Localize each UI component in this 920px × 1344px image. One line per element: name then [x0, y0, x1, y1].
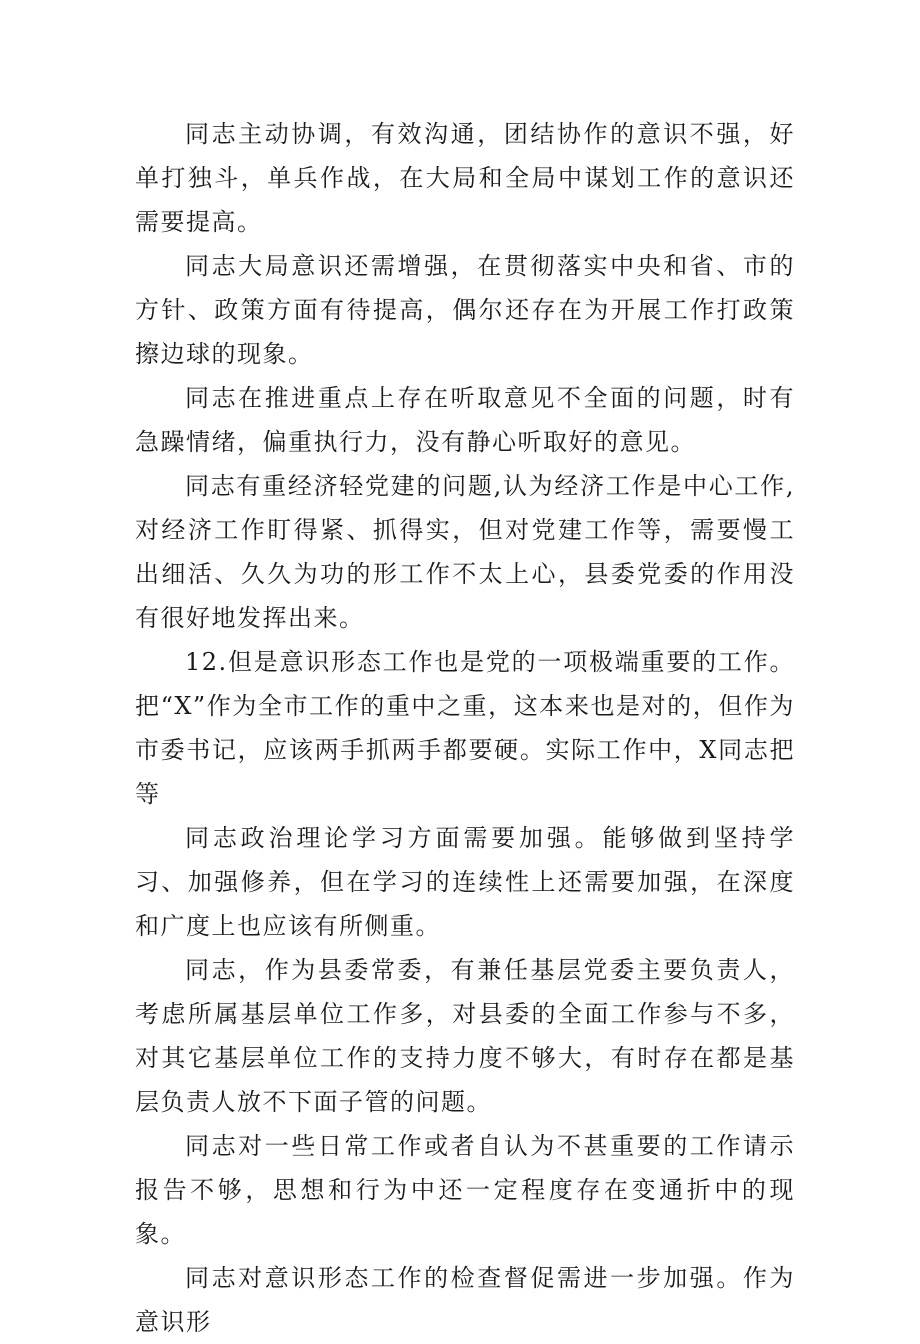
paragraph-3: 同志在推进重点上存在听取意见不全面的问题，时有急躁情绪，偏重执行力，没有静心听取好的意见。 [135, 384, 795, 456]
document-body [135, 112, 795, 1344]
paragraph-8: 同志对一些日常工作或者自认为不甚重要的工作请示报告不够，思想和行为中还一定程度存在变通折中的现象。 [135, 1132, 795, 1248]
paragraph-7: 同志，作为县委常委，有兼任基层党委主要负责人，考虑所属基层单位工作多，对县委的全面工作参与不多，对其它基层单位工作的支持力度不够大，有时存在都是基层负责人放不下面子管的问题。 [135, 956, 795, 1116]
paragraph-9: 同志对意识形态工作的检查督促需进一步加强。作为意识形 [135, 1264, 795, 1336]
paragraph-1: 同志主动协调，有效沟通，团结协作的意识不强，好单打独斗，单兵作战，在大局和全局中谋划工作的意识还需要提高。 [135, 120, 795, 236]
paragraph-2: 同志大局意识还需增强，在贯彻落实中央和省、市的方针、政策方面有待提高，偶尔还存在为开展工作打政策擦边球的现象。 [135, 252, 795, 368]
paragraph-5: 12.但是意识形态工作也是党的一项极端重要的工作。把“X”作为全市工作的重中之重，这本来也是对的，但作为市委书记，应该两手抓两手都要硬。实际工作中，X同志把等 [135, 648, 795, 808]
paragraph-6: 同志政治理论学习方面需要加强。能够做到坚持学习、加强修养，但在学习的连续性上还需要加强，在深度和广度上也应该有所侧重。 [135, 824, 795, 940]
paragraph-4: 同志有重经济轻党建的问题,认为经济工作是中心工作,对经济工作盯得紧、抓得实，但对党建工作等，需要慢工出细活、久久为功的形工作不太上心，县委党委的作用没有很好地发挥出来。 [135, 472, 795, 632]
